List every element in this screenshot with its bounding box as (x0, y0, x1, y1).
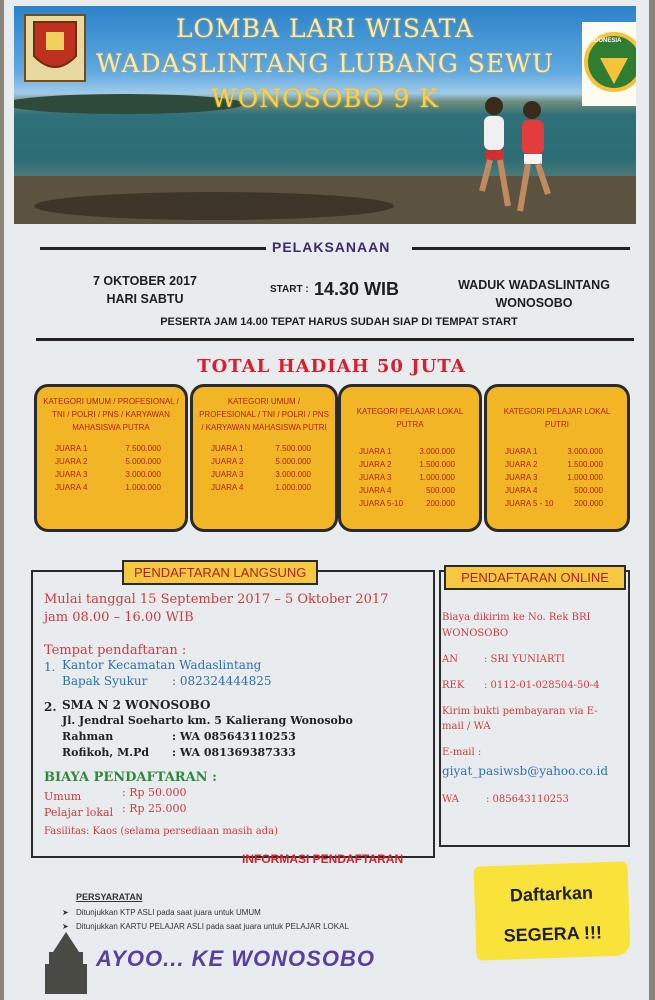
register-now-line-1: Daftarkan (509, 882, 594, 906)
prize-category-4 (484, 384, 630, 532)
title-line-1: LOMBA LARI WISATA (175, 14, 475, 43)
requirement-1: Ditunjukkan KTP ASLI pada saat juara untuk UMUM (76, 908, 261, 917)
prize-row: JUARA 3 1.000.000 (505, 473, 603, 482)
requirement-bullet-icon: ➤ (62, 922, 69, 931)
place-1-contact: Bapak Syukur (62, 674, 148, 688)
online-registration-tag: PENDAFTARAN ONLINE (444, 565, 626, 590)
divider-right (412, 247, 630, 250)
place-2-contact-1-phone: : WA 085643110253 (172, 730, 296, 743)
place-2-number: 2. (44, 700, 57, 714)
prize-category-heading: KATEGORI PELAJAR LOKAL PUTRA (356, 407, 464, 429)
registration-dates: Mulai tanggal 15 September 2017 – 5 Oktober 2017 (44, 592, 389, 607)
prize-category-heading: KATEGORI PELAJAR LOKAL PUTRI (503, 407, 611, 429)
prize-row: JUARA 5 - 10 200.000 (505, 499, 603, 508)
registration-place-heading: Tempat pendaftaran : (44, 643, 187, 658)
online-fee-note-1: Biaya dikirim ke No. Rek BRI (442, 612, 591, 623)
start-label: START : (270, 284, 309, 295)
regency-emblem-icon (24, 14, 86, 82)
prize-row: JUARA 2 1.500.000 (359, 460, 455, 469)
pelaksanaan-heading: PELAKSANAAN (272, 239, 391, 255)
prize-row: JUARA 3 1.000.000 (359, 473, 455, 482)
place-2-name: SMA N 2 WONOSOBO (62, 698, 211, 712)
requirement-2: Ditunjukkan KARTU PELAJAR ASLI pada saat juara untuk PELAJAR LOKAL (76, 922, 349, 931)
account-name-value: : SRI YUNIARTI (484, 654, 565, 665)
fee-umum-value: : Rp 50.000 (122, 786, 187, 799)
place-2-address: Jl. Jendral Soeharto km. 5 Kalierang Wonosobo (62, 714, 353, 727)
event-day: HARI SABTU (106, 292, 184, 306)
account-number-label: REK (442, 680, 465, 691)
athletics-association-logo (582, 22, 636, 106)
place-1-name: Kantor Kecamatan Wadaslintang (62, 658, 262, 672)
place-2-contact-2-phone: : WA 081369387333 (172, 746, 296, 759)
event-date: 7 OKTOBER 2017 (93, 274, 197, 288)
prize-row: JUARA 1 3.000.000 (359, 447, 455, 456)
fee-pelajar-value: : Rp 25.000 (122, 802, 187, 815)
requirement-bullet-icon: ➤ (62, 908, 69, 917)
prize-row: JUARA 4 1.000.000 (211, 483, 311, 492)
facilities-note: Fasilitas: Kaos (selama persediaan masih ada) (44, 826, 279, 837)
location-line-1: WADUK WADASLINTANG (458, 278, 610, 292)
fee-umum-label: Umum (44, 790, 82, 803)
email-label: E-mail : (442, 747, 482, 758)
start-time: 14.30 WIB (314, 279, 400, 299)
title-line-3: WONOSOBO 9 K (211, 84, 439, 113)
register-now-line-2: SEGERA !!! (503, 922, 603, 946)
account-name-label: AN (442, 654, 458, 665)
wa-label: WA (442, 794, 460, 805)
section-divider (36, 338, 634, 341)
prize-row: JUARA 5-10 200.000 (359, 499, 455, 508)
prize-row: JUARA 4 1.000.000 (55, 483, 161, 492)
location-line-2: WONOSOBO (495, 296, 573, 310)
tagline: AYOO... KE WONOSOBO (96, 946, 375, 971)
start-note: PESERTA JAM 14.00 TEPAT HARUS SUDAH SIAP DI TEMPAT START (160, 316, 518, 328)
header-banner (14, 6, 636, 224)
register-now-badge (473, 861, 630, 960)
divider-left (40, 247, 266, 250)
prize-category-1 (34, 384, 188, 532)
prize-row: JUARA 4 500.000 (359, 486, 455, 495)
prize-row: JUARA 2 1.500.000 (505, 460, 603, 469)
poster (4, 0, 649, 1000)
temple-icon (41, 930, 91, 994)
prize-row: JUARA 2 5.000.000 (55, 457, 161, 466)
send-proof-note-2: mail / WA (442, 721, 491, 732)
account-number-value: : 0112-01-028504-50-4 (484, 680, 600, 691)
title-line-2: WADASLINTANG LUBANG SEWU (96, 49, 554, 78)
info-heading: INFORMASI PENDAFTARAN (242, 852, 404, 866)
online-fee-note-2: WONOSOBO (442, 628, 509, 639)
prize-category-heading: KATEGORI UMUM / PROFESIONAL / TNI / POLRI / PNS / KARYAWAN MAHASISWA PUTRI (199, 397, 329, 432)
logo-text: INDONESIA (588, 38, 622, 44)
wa-value: : 085643110253 (486, 794, 569, 805)
prize-row: JUARA 1 3.000.000 (505, 447, 603, 456)
fee-pelajar-label: Pelajar lokal (44, 806, 114, 819)
requirements-heading: PERSYARATAN (76, 892, 143, 902)
email-value[interactable]: giyat_pasiwsb@yahoo.co.id (442, 764, 609, 778)
prize-row: JUARA 1 7.500.000 (55, 444, 161, 453)
place-2-contact-2: Rofikoh, M.Pd (62, 746, 150, 759)
fee-heading: BIAYA PENDAFTARAN : (44, 770, 217, 785)
place-1-phone: : 082324444825 (172, 674, 272, 688)
prize-row: JUARA 1 7.500.000 (211, 444, 311, 453)
total-prize-heading: TOTAL HADIAH 50 JUTA (197, 356, 466, 377)
prize-category-3 (338, 384, 482, 532)
prize-row: JUARA 3 3.000.000 (211, 470, 311, 479)
onsite-registration-tag: PENDAFTARAN LANGSUNG (122, 560, 318, 585)
prize-row: JUARA 2 5.000.000 (211, 457, 311, 466)
send-proof-note-1: Kirim bukti pembayaran via E- (442, 706, 598, 717)
place-2-contact-1: Rahman (62, 730, 114, 743)
registration-hours: jam 08.00 – 16.00 WIB (44, 610, 194, 625)
prize-category-heading: KATEGORI UMUM / PROFESIONAL / TNI / POLRI / PNS / KARYAWAN MAHASISWA PUTRA (43, 397, 179, 432)
place-1-number: 1. (44, 660, 56, 674)
prize-row: JUARA 4 500.000 (505, 486, 603, 495)
prize-category-2 (190, 384, 338, 532)
prize-row: JUARA 3 3.000.000 (55, 470, 161, 479)
